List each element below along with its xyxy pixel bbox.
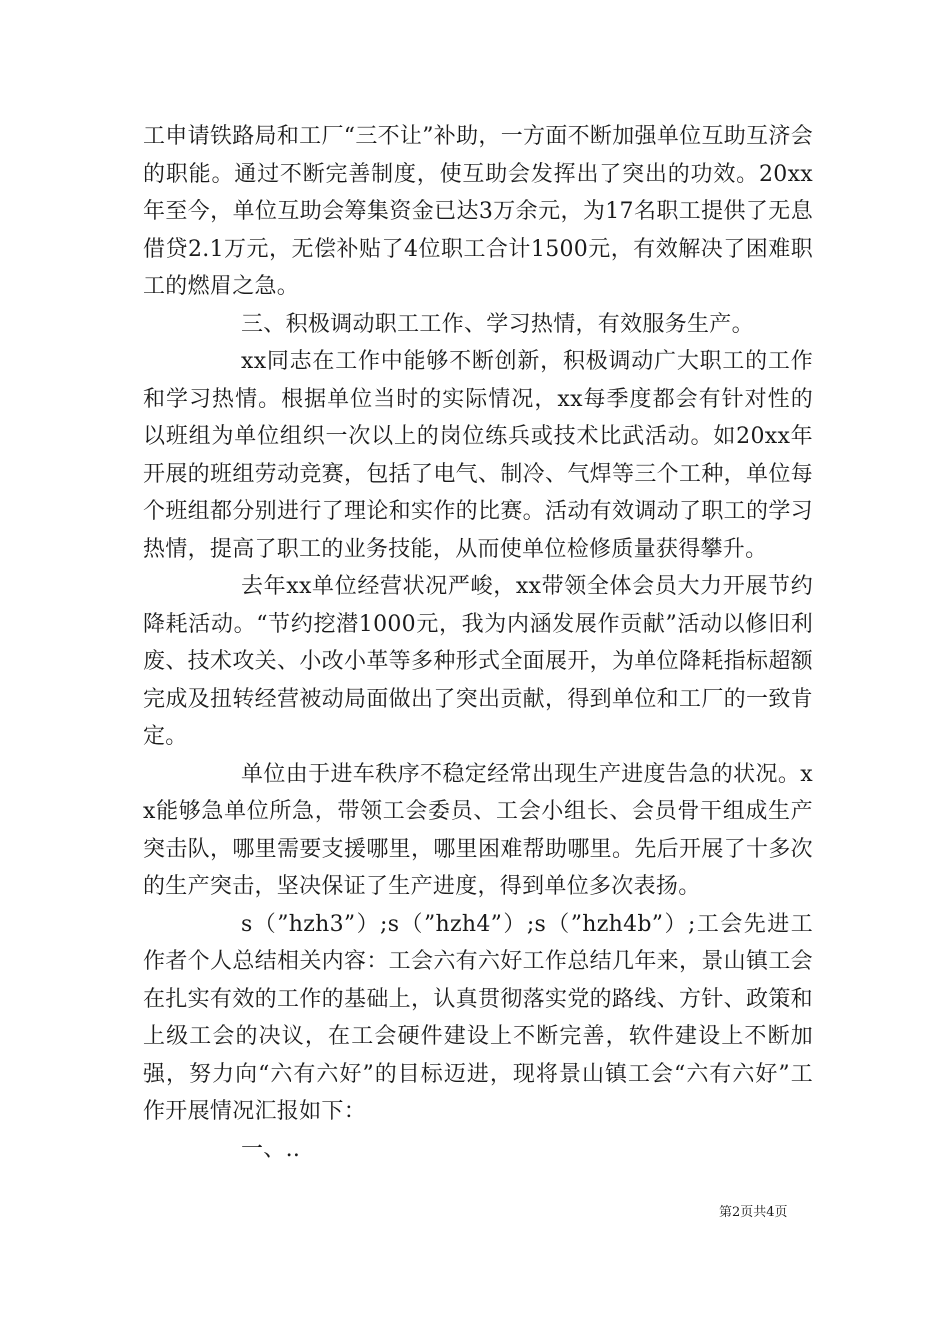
paragraph-1: 工申请铁路局和工厂“三不让”补助，一方面不断加强单位互助互济会的职能。通过不断完善制度，使互助会发挥出了突出的功效。20xx年至今，单位互助会筹集资金已达3万余元，为17名职工提供了无息借贷2.1万元，无偿补贴了4位职工合计1500元，有效解决了困难职工的燃眉之急。 [143,124,813,299]
paragraph-4: 单位由于进车秩序不稳定经常出现生产进度告急的状况。xx能够急单位所急，带领工会委员、工会小组长、会员骨干组成生产突击队，哪里需要支援哪里，哪里困难帮助哪里。先后开展了十多次的生产突击，坚决保证了生产进度，得到单位多次表扬。 [143,761,813,899]
paragraph-2: xx同志在工作中能够不断创新，积极调动广大职工的工作和学习热情。根据单位当时的实际情况，xx每季度都会有针对性的以班组为单位组织一次以上的岗位练兵或技术比武活动。如20xx年开展的班组劳动竞赛，包括了电气、制冷、气焊等三个工种，单位每个班组都分别进行了理论和实作的比赛。活动有效调动了职工的学习热情，提高了职工的业务技能，从而使单位检修质量获得攀升。 [143,349,813,562]
document-body [143,118,813,1168]
paragraph-3: 去年xx单位经营状况严峻，xx带领全体会员大力开展节约降耗活动。“节约挖潜1000元，我为内涵发展作贡献”活动以修旧利废、技术攻关、小改小革等多种形式全面展开，为单位降耗指标超额完成及扭转经营被动局面做出了突出贡献，得到单位和工厂的一致肯定。 [143,574,813,749]
paragraph-5: s（”hzh3”）;s（”hzh4”）;s（”hzh4b”）;工会先进工作者个人总结相关内容：工会六有六好工作总结几年来，景山镇工会在扎实有效的工作的基础上，认真贯彻落实党的路线、方针、政策和上级工会的决议，在工会硬件建设上不断完善，软件建设上不断加强，努力向“六有六好”的目标迈进，现将景山镇工会“六有六好”工作开展情况汇报如下： [143,911,813,1124]
section-heading-3: 三、积极调动职工工作、学习热情，有效服务生产。 [241,311,754,337]
section-heading-1: 一、.. [241,1136,301,1162]
page-number-footer: 第2页共4页 [719,1205,788,1220]
